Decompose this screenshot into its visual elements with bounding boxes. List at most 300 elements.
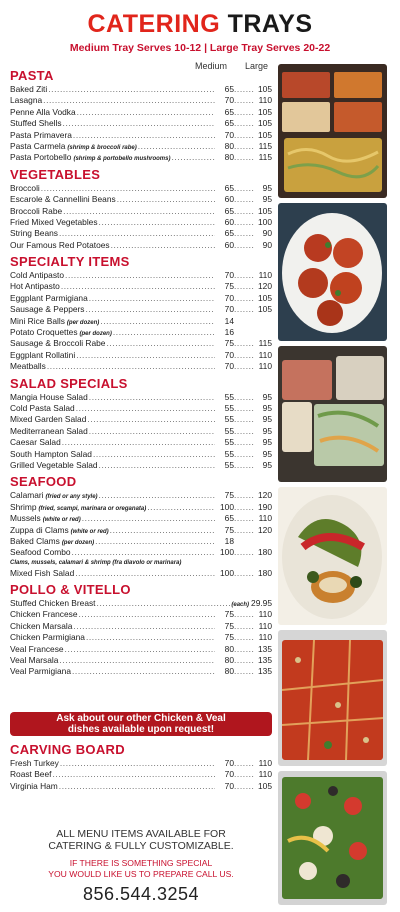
leader-dots — [99, 217, 215, 228]
item-name: Pasta Carmela — [10, 140, 66, 151]
item-note: (shrimp & broccoli rabe) — [67, 144, 137, 151]
item-name: Zuppa di Clams — [10, 524, 69, 535]
item-name: Calamari — [10, 490, 44, 501]
price-large: 95 — [262, 182, 272, 193]
price-large: 110 — [258, 632, 272, 643]
price-large: 110 — [258, 620, 272, 631]
price-medium: 60 — [224, 216, 234, 227]
menu-item-broccoli-rabe — [10, 206, 272, 217]
item-name: Hot Antipasto — [10, 281, 60, 292]
price-medium: 70 — [224, 95, 234, 106]
price-large: 105 — [258, 118, 272, 129]
item-name: Baked Ziti — [10, 84, 48, 94]
leader-dots — [89, 392, 215, 403]
leader-dots — [59, 655, 215, 666]
menu-item-chicken-parmigiana — [10, 632, 272, 643]
item-name: Stuffed Chicken Breast — [10, 598, 96, 609]
price-large: 105 — [258, 292, 272, 303]
leader-dots — [47, 361, 215, 372]
menu-item-veal-marsala — [10, 655, 272, 666]
leader-dots — [59, 781, 215, 792]
menu-item-hot-antipasto — [10, 281, 272, 292]
footer-line-3: IF THERE IS SOMETHING SPECIAL — [69, 858, 213, 868]
price-medium: 55 — [224, 448, 234, 459]
price-medium: 16 — [224, 327, 234, 338]
leader-dots — [76, 403, 215, 414]
item-name: Mussels — [10, 513, 41, 524]
item-note: (per dozen) — [66, 319, 100, 326]
price-medium: 55 — [224, 414, 234, 425]
item-name: Fresh Turkey — [10, 758, 59, 768]
menu-item-cold-antipasto — [10, 270, 272, 281]
price-medium: 75 — [224, 524, 234, 535]
leader-dots — [147, 502, 215, 513]
price-large: 115 — [258, 140, 272, 151]
banner-line-1: Ask about our other Chicken & Veal — [56, 713, 226, 724]
price-large: 110 — [258, 758, 272, 768]
leader-dots — [63, 118, 215, 129]
leader-dots — [234, 437, 254, 448]
price-large: 110 — [258, 609, 272, 620]
price-large: 115 — [258, 338, 272, 349]
leader-dots — [234, 426, 254, 437]
leader-dots — [86, 304, 216, 315]
leader-dots — [234, 240, 254, 251]
menu-item-mussels — [10, 513, 272, 524]
leader-dots — [234, 490, 254, 501]
price-medium: 100 — [220, 501, 234, 512]
item-note: (fried or any style) — [45, 494, 98, 501]
price-large: 95 — [262, 402, 272, 413]
item-name: South Hampton Salad — [10, 448, 92, 459]
menu-item-south-hampton-salad — [10, 449, 272, 460]
leader-dots — [82, 513, 215, 524]
item-name: String Beans — [10, 228, 58, 239]
large-column-header: Large — [245, 61, 269, 71]
item-name: Broccoli Rabe — [10, 205, 63, 216]
price-medium: 70 — [224, 361, 234, 372]
item-name: Broccoli — [10, 182, 40, 193]
price-large: 135 — [258, 666, 272, 677]
leader-dots — [106, 338, 215, 349]
price-medium: 75 — [224, 490, 234, 501]
price-medium: 75 — [224, 632, 234, 643]
item-name: Eggplant Rollatini — [10, 349, 76, 360]
menu-item-meatballs — [10, 361, 272, 372]
menu-item-pasta-portobello — [10, 152, 272, 163]
section-title: VEGETABLES — [10, 166, 101, 182]
price-medium: 55 — [224, 425, 234, 436]
item-name: Our Famous Red Potatoes — [10, 239, 110, 250]
menu-item-grilled-vegetable-salad — [10, 460, 272, 471]
leader-dots — [234, 361, 254, 372]
item-name: Fried Mixed Vegetables — [10, 216, 98, 227]
price-large: 135 — [258, 655, 272, 666]
chicken-veal-banner — [10, 712, 272, 736]
item-name: Mediterranean Salad — [10, 425, 88, 436]
price-medium: 75 — [224, 338, 234, 349]
leader-dots — [234, 632, 254, 643]
menu-item-stuffed-chicken-breast — [10, 598, 272, 609]
banner-line-2: dishes available upon request! — [67, 724, 215, 735]
leader-dots — [234, 513, 254, 524]
price-medium: 14 — [224, 315, 234, 326]
price-medium: 70 — [224, 780, 234, 791]
leader-dots — [89, 426, 215, 437]
price-large: 95 — [262, 194, 272, 205]
special-request-note — [10, 858, 272, 880]
price-large: 90 — [262, 228, 272, 239]
antipasto-salad-photo — [278, 346, 387, 482]
leader-dots — [138, 141, 215, 152]
leader-dots — [234, 130, 254, 141]
price-large: 115 — [258, 152, 272, 163]
price-large: 110 — [258, 270, 272, 281]
item-name: Caesar Salad — [10, 437, 61, 448]
section-vegetables — [10, 167, 272, 251]
price-large: 135 — [258, 643, 272, 654]
price-large: 110 — [258, 349, 272, 360]
price-medium: 80 — [224, 152, 234, 163]
price-medium: 80 — [224, 643, 234, 654]
mixed-salad-photo — [278, 771, 387, 905]
leader-dots — [234, 228, 254, 239]
price-each: 29.95 — [251, 598, 272, 609]
price-medium: 70 — [224, 129, 234, 140]
price-large: 105 — [258, 106, 272, 117]
leader-dots — [86, 632, 215, 643]
menu-item-penne-alla-vodka — [10, 107, 272, 118]
leader-dots — [234, 655, 254, 666]
item-name: Shrimp — [10, 501, 37, 512]
menu-item-zuppa-di-clams — [10, 525, 272, 536]
pasta-trays-photo — [278, 64, 387, 198]
leader-dots — [234, 84, 254, 95]
leader-dots — [234, 781, 254, 792]
customizable-note — [10, 828, 272, 852]
item-note: (shrimp & portobello mushrooms) — [73, 156, 171, 163]
leader-dots — [59, 228, 215, 239]
leader-dots — [73, 130, 215, 141]
item-name: Penne Alla Vodka — [10, 106, 76, 117]
leader-dots — [234, 758, 254, 769]
price-large: 190 — [258, 501, 272, 512]
item-subnote: Clams, mussels, calamari & shrimp (fra diavolo or marinara) — [10, 559, 182, 566]
leader-dots — [100, 316, 215, 327]
item-name: Sausage & Broccoli Rabe — [10, 338, 106, 349]
meatballs-photo — [278, 203, 387, 341]
menu-item-mixed-garden-salad — [10, 414, 272, 425]
menu-item-caesar-salad — [10, 437, 272, 448]
leader-dots — [171, 152, 215, 163]
item-name: Pasta Primavera — [10, 129, 72, 140]
price-medium: 75 — [224, 609, 234, 620]
footer-line-2: CATERING & FULLY CUSTOMIZABLE. — [48, 840, 234, 852]
leader-dots — [73, 621, 215, 632]
footer-line-1: ALL MENU ITEMS AVAILABLE FOR — [56, 828, 226, 840]
price-large: 105 — [258, 780, 272, 791]
each-note: (each) — [231, 602, 250, 609]
item-note: (per dozen) — [79, 331, 112, 338]
item-name: Veal Francese — [10, 643, 64, 654]
leader-dots — [65, 644, 215, 655]
price-medium: 55 — [224, 437, 234, 448]
item-name: Roast Beef — [10, 769, 52, 780]
leader-dots — [75, 568, 215, 579]
leader-dots — [234, 304, 254, 315]
price-large: 110 — [258, 95, 272, 106]
menu-item-roast-beef — [10, 769, 272, 780]
price-medium: 65 — [224, 182, 234, 193]
grilled-vegetables-photo — [278, 487, 387, 625]
price-large: 110 — [258, 513, 272, 524]
price-medium: 65 — [224, 84, 234, 94]
price-large: 120 — [258, 524, 272, 535]
price-large: 105 — [258, 129, 272, 140]
menu-item-mini-rice-balls — [10, 316, 272, 327]
item-name: Pasta Portobello — [10, 152, 72, 163]
menu-item-pasta-carmela — [10, 141, 272, 152]
menu-item-shrimp — [10, 502, 272, 513]
price-large: 180 — [258, 567, 272, 578]
price-medium: 55 — [224, 402, 234, 413]
menu-item-stuffed-shells — [10, 118, 272, 129]
price-large: 110 — [258, 361, 272, 372]
item-name: Baked Clams — [10, 535, 60, 546]
price-medium: 80 — [224, 666, 234, 677]
leader-dots — [79, 609, 216, 620]
item-name: Grilled Vegetable Salad — [10, 459, 98, 470]
price-large: 105 — [258, 205, 272, 216]
price-medium: 70 — [224, 769, 234, 780]
price-large: 105 — [258, 304, 272, 315]
item-name: Mixed Fish Salad — [10, 567, 75, 578]
leader-dots — [234, 392, 254, 403]
menu-item-sausage-broccoli-rabe — [10, 338, 272, 349]
price-large: 100 — [258, 216, 272, 227]
leader-dots — [234, 95, 254, 106]
price-medium: 65 — [224, 228, 234, 239]
menu-item-fresh-turkey — [10, 758, 272, 769]
title-catering: CATERING — [87, 10, 221, 38]
menu-item-broccoli — [10, 183, 272, 194]
price-medium: 70 — [224, 270, 234, 281]
price-large: 105 — [258, 84, 272, 94]
price-large: 95 — [262, 437, 272, 448]
menu-item-veal-francese — [10, 644, 272, 655]
leader-dots — [234, 525, 254, 536]
section-title: SALAD SPECIALS — [10, 375, 128, 391]
price-medium: 60 — [224, 194, 234, 205]
menu-item-sausage-peppers — [10, 304, 272, 315]
leader-dots — [110, 525, 215, 536]
leader-dots — [234, 644, 254, 655]
menu-item-seafood-combo — [10, 547, 272, 558]
item-name: Stuffed Shells — [10, 118, 62, 129]
leader-dots — [77, 107, 215, 118]
leader-dots — [99, 460, 215, 471]
leader-dots — [234, 350, 254, 361]
menu-item-calamari — [10, 490, 272, 501]
section-title: POLLO & VITELLO — [10, 582, 131, 598]
section-salad-specials — [10, 376, 272, 472]
item-name: Chicken Parmigiana — [10, 632, 85, 643]
menu-item-escarole-cannellini-beans — [10, 194, 272, 205]
leader-dots — [234, 107, 254, 118]
item-name: Veal Marsala — [10, 655, 59, 666]
price-medium: 65 — [224, 513, 234, 524]
menu-item-lasagna — [10, 95, 272, 106]
leader-dots — [234, 609, 254, 620]
item-name: Escarole & Cannellini Beans — [10, 194, 116, 205]
menu-item-eggplant-rollatini — [10, 350, 272, 361]
price-large: 95 — [262, 459, 272, 470]
item-name: Cold Antipasto — [10, 270, 65, 281]
price-large: 90 — [262, 239, 272, 250]
section-pasta — [10, 68, 272, 164]
price-large: 95 — [262, 414, 272, 425]
item-name: Virginia Ham — [10, 780, 58, 791]
item-name: Mangia House Salad — [10, 391, 88, 402]
leader-dots — [234, 666, 254, 677]
item-name: Veal Parmigiana — [10, 666, 71, 677]
leader-dots — [234, 183, 254, 194]
price-medium: 70 — [224, 349, 234, 360]
item-note: (white or red) — [42, 517, 81, 524]
menu-item-fried-mixed-vegetables — [10, 217, 272, 228]
section-seafood — [10, 474, 272, 579]
item-name: Mini Rice Balls — [10, 315, 65, 326]
price-medium: 80 — [224, 655, 234, 666]
serving-size-subtitle: Medium Tray Serves 10-12 | Large Tray Serves 20-22 — [69, 42, 331, 54]
menu-item-veal-parmigiana — [10, 666, 272, 677]
price-medium: 80 — [224, 140, 234, 151]
title-trays: TRAYS — [227, 10, 313, 38]
item-note: (per dozen) — [61, 539, 95, 546]
price-large: 95 — [262, 425, 272, 436]
menu-item-eggplant-parmigiana — [10, 293, 272, 304]
leader-dots — [52, 769, 215, 780]
section-title: SEAFOOD — [10, 474, 77, 490]
leader-dots — [234, 118, 254, 129]
leader-dots — [234, 338, 254, 349]
leader-dots — [113, 327, 215, 338]
price-medium: 70 — [224, 304, 234, 315]
leader-dots — [234, 206, 254, 217]
price-medium: 55 — [224, 459, 234, 470]
leader-dots — [234, 502, 254, 513]
leader-dots — [234, 293, 254, 304]
item-name: Meatballs — [10, 361, 46, 372]
leader-dots — [76, 350, 215, 361]
section-title: PASTA — [10, 68, 54, 83]
menu-item-baked-clams — [10, 536, 272, 547]
leader-dots — [43, 95, 215, 106]
item-name: Cold Pasta Salad — [10, 402, 75, 413]
section-title: SPECIALTY ITEMS — [10, 254, 130, 270]
leader-dots — [234, 621, 254, 632]
leader-dots — [111, 240, 215, 251]
item-name: Lasagna — [10, 95, 43, 106]
section-specialty-items — [10, 254, 272, 373]
price-medium: 100 — [220, 567, 234, 578]
menu-item-cold-pasta-salad — [10, 403, 272, 414]
section-pollo-vitello — [10, 582, 272, 678]
item-name: Mixed Garden Salad — [10, 414, 87, 425]
leader-dots — [41, 183, 215, 194]
price-large: 110 — [258, 769, 272, 780]
leader-dots — [65, 270, 215, 281]
leader-dots — [234, 449, 254, 460]
item-name: Seafood Combo — [10, 547, 71, 558]
price-medium: 70 — [224, 758, 234, 768]
leader-dots — [234, 281, 254, 292]
leader-dots — [63, 206, 215, 217]
leader-dots — [234, 414, 254, 425]
price-medium: 75 — [224, 620, 234, 631]
leader-dots — [234, 141, 254, 152]
item-name: Eggplant Parmigiana — [10, 292, 88, 303]
leader-dots — [87, 414, 215, 425]
menu-item-chicken-marsala — [10, 621, 272, 632]
leader-dots — [234, 217, 254, 228]
price-medium: 100 — [220, 547, 234, 558]
menu-item-our-famous-red-potatoes — [10, 240, 272, 251]
item-note: (fried, scampi, marinara or oreganata) — [38, 505, 147, 512]
leader-dots — [62, 437, 215, 448]
menu-item-string-beans — [10, 228, 272, 239]
footer-line-4: YOU WOULD LIKE US TO PREPARE CALL US. — [48, 869, 234, 879]
price-medium: 65 — [224, 205, 234, 216]
price-medium: 70 — [224, 292, 234, 303]
leader-dots — [234, 568, 254, 579]
pizza-photo — [278, 630, 387, 766]
page-title — [0, 10, 400, 39]
leader-dots — [89, 293, 215, 304]
section-title: CARVING BOARD — [10, 742, 125, 757]
price-large: 120 — [258, 281, 272, 292]
menu-list — [10, 66, 272, 681]
item-note: (white or red) — [70, 528, 109, 535]
menu-item-pasta-primavera — [10, 130, 272, 141]
leader-dots — [60, 758, 215, 769]
menu-item-mediterranean-salad — [10, 426, 272, 437]
menu-item-virginia-ham — [10, 781, 272, 792]
menu-item-baked-ziti — [10, 84, 272, 95]
item-name: Chicken Marsala — [10, 620, 73, 631]
leader-dots — [234, 152, 254, 163]
price-medium: 18 — [224, 535, 234, 546]
medium-column-header: Medium — [195, 61, 228, 71]
price-large: 95 — [262, 448, 272, 459]
leader-dots — [95, 536, 215, 547]
menu-item-mangia-house-salad — [10, 392, 272, 403]
leader-dots — [234, 769, 254, 780]
leader-dots — [99, 490, 215, 501]
phone-number: 856.544.3254 — [82, 884, 200, 904]
item-name: Chicken Francese — [10, 609, 78, 620]
price-medium: 60 — [224, 239, 234, 250]
menu-item-mixed-fish-salad — [10, 568, 272, 579]
leader-dots — [93, 449, 215, 460]
leader-dots — [72, 547, 215, 558]
leader-dots — [234, 460, 254, 471]
price-medium: 65 — [224, 106, 234, 117]
leader-dots — [97, 598, 231, 609]
leader-dots — [117, 194, 215, 205]
price-large: 180 — [258, 547, 272, 558]
leader-dots — [234, 403, 254, 414]
